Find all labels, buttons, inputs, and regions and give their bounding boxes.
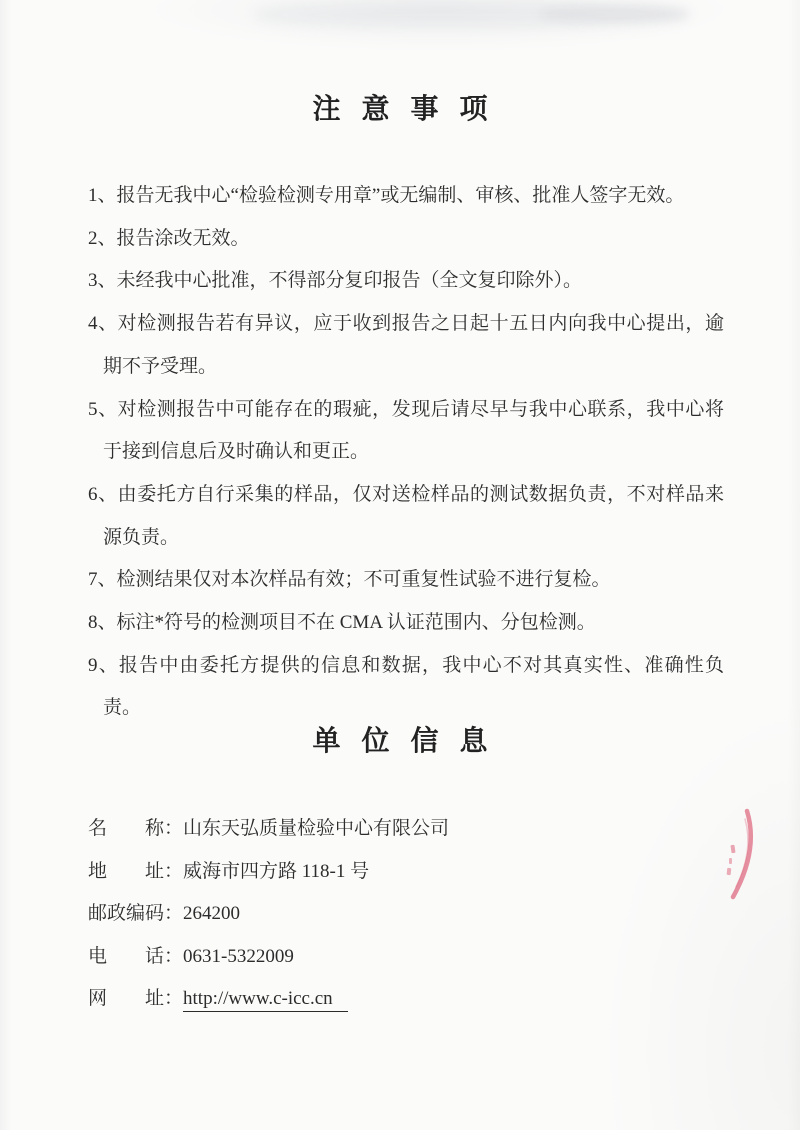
org-section-title: 单位信息: [312, 725, 509, 756]
org-postcode-label: 邮政编码：: [88, 903, 184, 925]
note-item-1: 1、报告无我中心“检验检测专用章”或无编制、审核、批准人签字无效。: [88, 185, 685, 206]
note-item-2: 2、报告涂改无效。: [88, 227, 250, 249]
note-item-4: 4、对检测报告若有异议，应于收到报告之日起十五日内向我中心提出，逾期不予受理。: [88, 313, 724, 377]
note-item-9: 9、报告中由委托方提供的信息和数据，我中心不对其真实性、准确性负责。: [88, 654, 724, 719]
org-phone-row: [88, 936, 728, 979]
org-address-row: [88, 851, 728, 894]
org-phone-value: 0631-5322009: [183, 945, 294, 967]
note-item-8: 8、标注*符号的检测项目不在 CMA 认证范围内、分包检测。: [88, 612, 596, 634]
org-postcode-value: 264200: [183, 903, 241, 925]
org-website-label: 网 址：: [88, 988, 184, 1010]
note-item-3: 3、未经我中心批准，不得部分复印报告（全文复印除外）。: [88, 270, 583, 292]
scan-smudge-artifact: [255, 2, 685, 28]
notes-list: [88, 175, 724, 730]
org-postcode-row: [88, 893, 728, 936]
org-name-value: 山东天弘质量检验中心有限公司: [183, 818, 450, 839]
org-website-value: http://www.c-icc.cn: [183, 987, 348, 1012]
scan-smudge-artifact: [540, 6, 690, 22]
org-name-label: 名 称：: [88, 818, 184, 839]
note-item-5: 5、对检测报告中可能存在的瑕疵，发现后请尽早与我中心联系，我中心将于接到信息后及时确认和更正。: [88, 398, 724, 463]
note-item-6: 6、由委托方自行采集的样品，仅对送检样品的测试数据负责，不对样品来源负责。: [88, 483, 724, 548]
org-address-label: 地 址：: [88, 860, 184, 882]
red-stamp-arc-mark: [710, 795, 770, 905]
org-website-row: [88, 978, 728, 1021]
org-address-value: 威海市四方路 118-1 号: [183, 860, 370, 882]
note-item-7: 7、检测结果仅对本次样品有效；不可重复性试验不进行复检。: [88, 569, 611, 591]
org-name-row: [88, 808, 728, 851]
notes-section-title: 注意事项: [312, 93, 509, 124]
org-info-list: [88, 808, 728, 1021]
org-phone-label: 电 话：: [88, 945, 184, 967]
